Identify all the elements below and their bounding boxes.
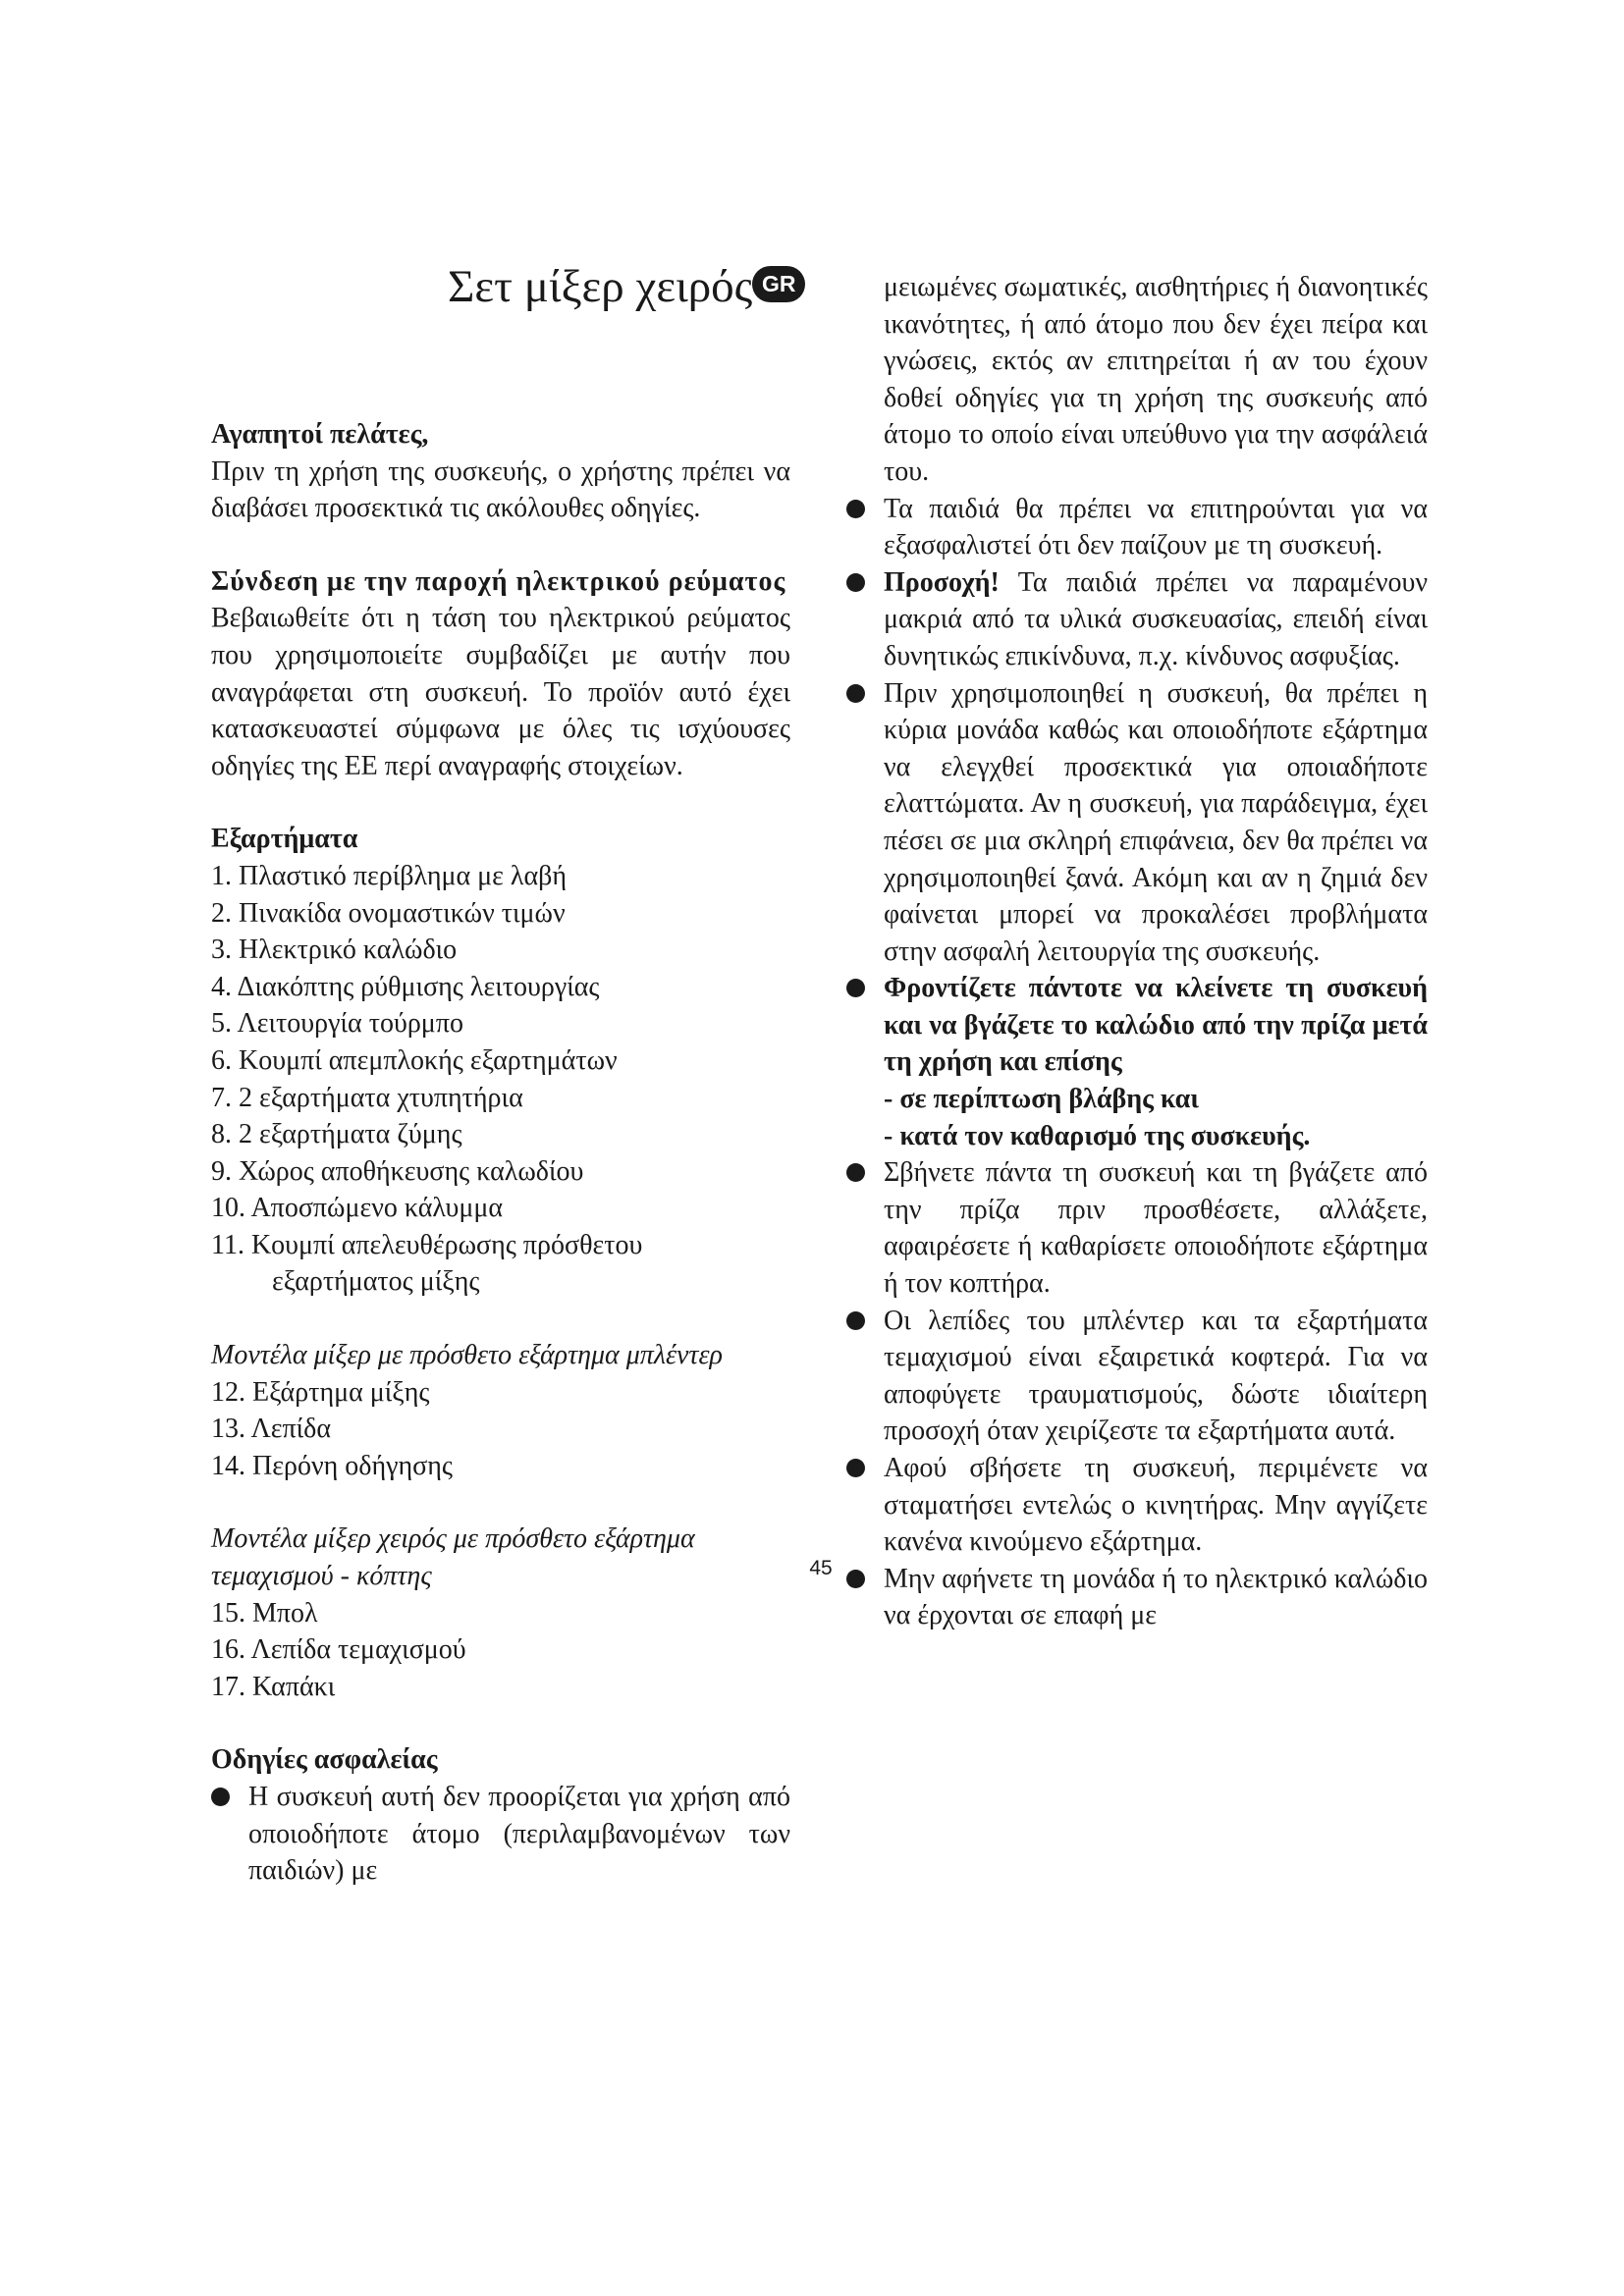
safety-heading: Οδηγίες ασφαλείας	[211, 1744, 438, 1776]
safety-bullet-text: Φροντίζετε πάντοτε να κλείνετε τη συσκευή και να βγάζετε το καλώδιο από την πρίζα μετά τη χρήση και επίσης	[884, 973, 1428, 1078]
safety-bullet	[846, 1154, 1428, 1302]
parts-item: 8. 2 εξαρτήματα ζύμης	[211, 1119, 462, 1150]
safety-bullet	[846, 675, 1428, 971]
power-heading: Σύνδεση με την παροχή ηλεκτρικού ρεύματος	[211, 565, 786, 597]
parts-item: 10. Αποσπώμενο κάλυμμα	[211, 1193, 504, 1224]
parts-item: εξαρτήματος μίξης	[272, 1266, 480, 1298]
safety-bullet	[211, 1779, 790, 1890]
page-title	[448, 257, 840, 316]
safety-bullet-text: Η συσκευή αυτή δεν προορίζεται για χρήση από οποιοδήποτε άτομο (περιλαμβανομένων των παιδιών) με	[248, 1782, 790, 1887]
bullet-icon	[846, 1311, 865, 1330]
bullet-icon	[846, 500, 865, 518]
parts-item: 17. Καπάκι	[211, 1671, 336, 1702]
language-badge: GR	[754, 268, 803, 300]
parts-item: 15. Μπολ	[211, 1597, 318, 1629]
bullet-icon	[846, 1163, 865, 1182]
chopper-models-heading: Μοντέλα μίξερ χειρός με πρόσθετο εξάρτημα τεμαχισμού - κόπτης	[211, 1523, 695, 1592]
safety-bullet-text: Οι λεπίδες του μπλέντερ και τα εξαρτήματα τεμαχισμού είναι εξαιρετικά κοφτερά. Για να αποφύγετε τραυματισμούς, δώστε ιδιαίτερη προσοχή όταν χειρίζεστε τα εξαρτήματα αυτά.	[884, 1305, 1428, 1447]
intro-heading: Αγαπητοί πελάτες,	[211, 419, 429, 450]
parts-item: 13. Λεπίδα	[211, 1414, 332, 1445]
blender-parts-list	[211, 1374, 790, 1485]
parts-item: 2. Πινακίδα ονομαστικών τιμών	[211, 897, 566, 929]
parts-list	[211, 858, 790, 1301]
parts-item: 11. Κουμπί απελευθέρωσης πρόσθετου	[211, 1229, 643, 1260]
parts-item: 16. Λεπίδα τεμαχισμού	[211, 1634, 466, 1666]
intro-body: Πριν τη χρήση της συσκευής, ο χρήστης πρέπει να διαβάσει προσεκτικά τις ακόλουθες οδηγίες.	[211, 455, 790, 524]
safety-bullet-text: Τα παιδιά πρέπει να παραμένουν μακριά από τα υλικά συσκευασίας, επειδή είναι δυνητικώς επικίνδυνα, π.χ. κίνδυνος ασφυξίας.	[884, 566, 1429, 671]
bullet-icon	[846, 684, 865, 703]
parts-item: 5. Λειτουργία τούρμπο	[211, 1008, 463, 1040]
parts-item: 6. Κουμπί απεμπλοκής εξαρτημάτων	[211, 1044, 618, 1076]
bullet-icon	[846, 1570, 865, 1588]
parts-item: 7. 2 εξαρτήματα χτυπητήρια	[211, 1082, 523, 1113]
bullet-icon	[846, 573, 865, 592]
parts-heading: Εξαρτήματα	[211, 824, 358, 855]
power-body: Βεβαιωθείτε ότι η τάση του ηλεκτρικού ρεύματος που χρησιμοποιείτε συμβαδίζει με αυτήν που αναγράφεται στη συσκευή. Το προϊόν αυτό έχει κατασκευαστεί σύμφωνα με όλες τις ισχύουσες οδηγίες της ΕΕ περί αναγραφής στοιχείων.	[211, 603, 790, 781]
left-column	[211, 416, 790, 1890]
parts-item: 3. Ηλεκτρικό καλώδιο	[211, 934, 458, 966]
page-number: 45	[809, 1557, 833, 1579]
right-column	[846, 269, 1428, 1634]
safety-bullet	[846, 1450, 1428, 1561]
safety-bullet	[846, 970, 1428, 1081]
attention-label: Προσοχή!	[884, 566, 1000, 598]
parts-item: 1. Πλαστικό περίβλημα με λαβή	[211, 860, 568, 891]
safety-bullet-text: Τα παιδιά θα πρέπει να επιτηρούνται για να εξασφαλιστεί ότι δεν παίζουν με τη συσκευή.	[884, 493, 1428, 561]
unplug-case: - κατά τον καθαρισμό της συσκευής.	[884, 1120, 1311, 1151]
safety-bullet-text: Μην αφήνετε τη μονάδα ή το ηλεκτρικό καλώδιο να έρχονται σε επαφή με	[884, 1563, 1428, 1631]
safety-bullet	[846, 491, 1428, 564]
parts-item: 4. Διακόπτης ρύθμισης λειτουργίας	[211, 971, 600, 1002]
parts-item: 14. Περόνη οδήγησης	[211, 1450, 453, 1481]
safety-bullet	[846, 1561, 1428, 1634]
bullet-icon	[846, 1459, 865, 1477]
bullet-icon	[211, 1788, 230, 1806]
safety-bullet-text: Σβήνετε πάντα τη συσκευή και τη βγάζετε από την πρίζα πριν προσθέσετε, αλλάξετε, αφαιρέσετε ή καθαρίσετε οποιοδήποτε εξάρτημα ή τον κοπτήρα.	[884, 1157, 1428, 1300]
blender-models-heading: Μοντέλα μίξερ με πρόσθετο εξάρτημα μπλέντερ	[211, 1340, 723, 1371]
title-text: Σετ μίξερ χειρός	[448, 261, 753, 312]
bullet-icon	[846, 979, 865, 997]
safety-bullet	[846, 1303, 1428, 1450]
safety-bullet-text: Αφού σβήσετε τη συσκευή, περιμένετε να σταματήσει εντελώς ο κινητήρας. Μην αγγίζετε κανένα κινούμενο εξάρτημα.	[884, 1453, 1428, 1558]
chopper-parts-list	[211, 1595, 790, 1706]
parts-item: 9. Χώρος αποθήκευσης καλωδίου	[211, 1155, 584, 1187]
safety-bullet-continued: μειωμένες σωματικές, αισθητήριες ή διανοητικές ικανότητες, ή από άτομο που δεν έχει πείρα και γνώσεις, εκτός αν επιτηρείται ή αν του έχουν δοθεί οδηγίες για τη χρήση της συσκευής από άτομο το οποίο είναι υπεύθυνο για την ασφάλειά του.	[884, 272, 1428, 487]
safety-bullet-text: Πριν χρησιμοποιηθεί η συσκευή, θα πρέπει η κύρια μονάδα καθώς και οποιοδήποτε εξάρτημα να ελεγχθεί προσεκτικά για οποιαδήποτε ελαττώματα. Αν η συσκευή, για παράδειγμα, έχει πέσει σε μια σκληρή επιφάνεια, δεν θα πρέπει να χρησιμοποιηθεί ξανά. Ακόμη και αν η ζημιά δεν φαίνεται μπορεί να προκαλέσει προβλήματα στην ασφαλή λειτουργία της συσκευής.	[884, 677, 1428, 967]
safety-bullet	[846, 564, 1428, 675]
unplug-case: - σε περίπτωση βλάβης και	[884, 1084, 1199, 1115]
parts-item: 12. Εξάρτημα μίξης	[211, 1376, 430, 1408]
